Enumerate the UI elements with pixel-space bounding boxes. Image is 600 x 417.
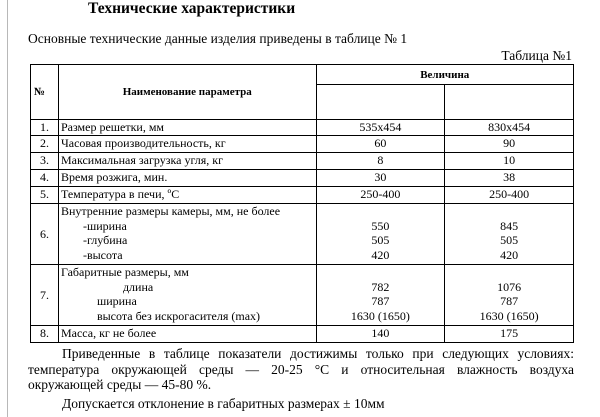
table-row xyxy=(31,136,574,153)
table-row xyxy=(31,153,574,170)
row-name: Внутренние размеры камеры, мм, не более xyxy=(60,204,281,218)
row-name: Размер решетки, мм xyxy=(58,120,316,136)
row-value-2-group xyxy=(445,204,574,265)
row-subparam: -высота xyxy=(82,247,123,262)
row-value-1: 1630 (1650) xyxy=(350,308,410,323)
header-num: № xyxy=(31,65,59,120)
row-subparam: -ширина xyxy=(82,218,127,233)
row-value-2: 90 xyxy=(445,136,574,153)
row-value-2: 10 xyxy=(445,153,574,170)
row-value-1: 30 xyxy=(316,170,445,187)
row-value-1-group xyxy=(316,204,445,265)
row-name: Габаритные размеры, мм xyxy=(60,265,189,279)
row-name: Максимальная загрузка угля, кг xyxy=(58,153,316,170)
table-row xyxy=(31,120,574,136)
row-value-2: 787 xyxy=(500,294,519,308)
row-name-group xyxy=(58,265,316,326)
tolerance-paragraph: Допускается отклонение в габаритных размерах ± 10мм xyxy=(62,396,385,411)
row-value-1: 550 xyxy=(371,218,390,233)
row-num: 1. xyxy=(31,120,59,136)
header-value-sub-1 xyxy=(316,85,445,120)
section-heading: Технические характеристики xyxy=(88,0,296,17)
row-subparam: высота без искрогасителя (max) xyxy=(96,308,261,323)
spec-table xyxy=(30,64,574,343)
row-value-2: 505 xyxy=(500,233,519,247)
row-name: Температура в печи, ºС xyxy=(58,187,316,204)
row-value-2-group xyxy=(445,265,574,326)
row-num: 8. xyxy=(31,326,59,343)
row-value-2: 250-400 xyxy=(445,187,574,204)
row-value-2: 1076 xyxy=(497,279,522,294)
header-value: Величина xyxy=(316,65,574,85)
row-num: 6. xyxy=(31,204,59,265)
table-row xyxy=(31,265,574,326)
header-value-sub-2 xyxy=(445,85,574,120)
row-value-1: 420 xyxy=(371,247,390,262)
row-name: Масса, кг не более xyxy=(58,326,316,343)
row-value-2: 830х454 xyxy=(445,120,574,136)
row-value-1: 535х454 xyxy=(316,120,445,136)
conditions-paragraph: Приведенные в таблице показатели достижимы только при следующих условиях: температура окружающей среды — 20-25 °С и относительная влажность воздуха окружающей среды — 45-80 %. xyxy=(28,346,574,393)
row-value-1: 8 xyxy=(316,153,445,170)
row-name: Часовая производительность, кг xyxy=(58,136,316,153)
row-value-1: 60 xyxy=(316,136,445,153)
table-row xyxy=(31,170,574,187)
row-value-1: 140 xyxy=(316,326,445,343)
row-value-1: 250-400 xyxy=(316,187,445,204)
intro-text: Основные технические данные изделия приведены в таблице № 1 xyxy=(28,31,408,46)
row-value-2: 420 xyxy=(500,247,519,262)
row-num: 3. xyxy=(31,153,59,170)
row-subparam: ширина xyxy=(96,294,137,308)
row-value-1: 787 xyxy=(371,294,390,308)
row-subparam: -глубина xyxy=(82,233,128,247)
table-caption: Таблица №1 xyxy=(501,48,572,63)
page-edge-line xyxy=(7,0,8,417)
table-row xyxy=(31,204,574,265)
row-num: 7. xyxy=(31,265,59,326)
row-value-2: 1630 (1650) xyxy=(479,308,539,323)
table-row xyxy=(31,187,574,204)
row-value-2: 175 xyxy=(445,326,574,343)
row-num: 5. xyxy=(31,187,59,204)
table-row xyxy=(31,326,574,343)
row-subparam: длина xyxy=(122,279,154,294)
row-value-1: 505 xyxy=(371,233,390,247)
header-name: Наименование параметра xyxy=(58,65,316,120)
row-value-2: 38 xyxy=(445,170,574,187)
row-value-1: 782 xyxy=(371,279,390,294)
row-value-2: 845 xyxy=(500,218,519,233)
row-name: Время розжига, мин. xyxy=(58,170,316,187)
row-num: 4. xyxy=(31,170,59,187)
row-value-1-group xyxy=(316,265,445,326)
row-num: 2. xyxy=(31,136,59,153)
row-name-group xyxy=(58,204,316,265)
